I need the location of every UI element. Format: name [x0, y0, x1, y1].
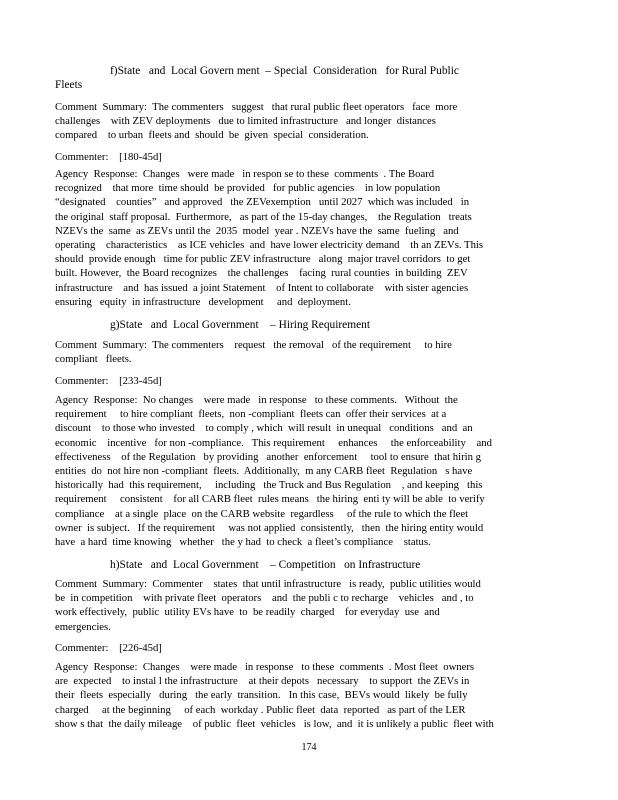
- commenter-text: Commenter: [180-45d]: [55, 151, 162, 163]
- section-f-comment-summary: [55, 100, 561, 143]
- text-line: owner is subject. If the requirement was not applied consistently, then the hiring entity would: [55, 521, 484, 534]
- text-line: “designated counties” and approved the ZEVexemption until 2027 which was included in: [55, 196, 470, 209]
- text-line: compared to urban fleets and should be given special consideration.: [55, 129, 369, 142]
- text-line: Agency Response: Changes were made in response to these comments . Most fleet owners: [55, 661, 475, 673]
- section-f-agency-response: [55, 167, 561, 309]
- text-line: requirement to hire compliant fleets, non -compliant fleets can offer their services at a: [55, 408, 447, 421]
- text-line: compliance at a single place on the CARB website regardless of the rule to which the fleet: [55, 507, 469, 520]
- text-line: Comment Summary: Commenter states that until infrastructure is ready, public utilities would: [55, 578, 481, 590]
- text-line: be in competition with private fleet operators and the publi c to recharge vehicles and , to: [55, 592, 474, 605]
- text-line: Agency Response: No changes were made in response to these comments. Without the: [55, 394, 458, 406]
- section-f-heading: [55, 64, 545, 92]
- heading-line: g)State and Local Government – Hiring Requirement: [110, 319, 371, 331]
- section-g-agency-response: [55, 393, 561, 549]
- heading-line: Fleets: [55, 79, 83, 91]
- text-line: Comment Summary: The commenters suggest that rural public fleet operators face more: [55, 101, 458, 113]
- section-g-comment-summary: [55, 338, 561, 366]
- heading-line: h)State and Local Government – Competition on Infrastructure: [110, 559, 421, 571]
- text-line: their fleets especially during the early transition. In this case, BEVs would likely be fully: [55, 689, 468, 702]
- text-line: work effectively, public utility EVs have to be readily charged for everyday use and: [55, 606, 440, 619]
- text-line: the original staff proposal. Furthermore, as part of the 15-day changes, the Regulation treats: [55, 210, 472, 223]
- text-line: Comment Summary: The commenters request the removal of the requirement to hire: [55, 339, 452, 351]
- section-f-commenter: [55, 150, 561, 164]
- text-line: should provide enough time for public ZEV infrastructure along major travel corridors to get: [55, 253, 471, 266]
- text-line: compliant fleets.: [55, 353, 132, 366]
- heading-line: f)State and Local Govern ment – Special Consideration for Rural Public: [110, 65, 459, 77]
- section-h-comment-summary: [55, 577, 561, 634]
- text-line: discount to those who invested to comply , which will result in unequal conditions and an: [55, 422, 473, 435]
- text-line: infrastructure and has issued a joint Statement of Intent to collaborate with sister agencies: [55, 281, 469, 294]
- text-line: historically had this requirement, including the Truck and Bus Regulation , and keeping this: [55, 479, 483, 492]
- text-line: challenges with ZEV deployments due to limited infrastructure and longer distances: [55, 115, 436, 128]
- text-line: NZEVs the same as ZEVs until the 2035 model year . NZEVs have the same fueling and: [55, 224, 459, 237]
- text-line: effectiveness of the Regulation by providing another enforcement tool to ensure that hirin g: [55, 450, 482, 463]
- section-h-commenter: [55, 641, 561, 655]
- text-line: operating characteristics as ICE vehicles and have lower electricity demand th an ZEVs. This: [55, 239, 484, 252]
- text-line: have a hard time knowing whether the y had to check a fleet’s compliance status.: [55, 536, 431, 549]
- section-h-agency-response: [55, 660, 561, 731]
- text-line: are expected to instal l the infrastructure at their depots necessary to support the ZEVs in: [55, 675, 470, 688]
- text-line: built. However, the Board recognizes the challenges facing rural counties in building ZEV: [55, 267, 468, 280]
- page-number: 174: [301, 742, 317, 753]
- text-line: Agency Response: Changes were made in respon se to these comments . The Board: [55, 168, 435, 180]
- section-g-commenter: [55, 374, 561, 388]
- text-line: ensuring equity in infrastructure development and deployment.: [55, 295, 351, 308]
- commenter-text: Commenter: [226-45d]: [55, 642, 162, 654]
- section-g-heading: [55, 318, 545, 332]
- section-h-heading: [55, 558, 545, 572]
- text-line: requirement consistent for all CARB fleet rules means the hiring enti ty will be able to verify: [55, 493, 485, 506]
- text-line: entities do not hire non -compliant fleets. Additionally, m any CARB fleet Regulation s have: [55, 465, 473, 478]
- text-line: emergencies.: [55, 620, 111, 633]
- text-line: recognized that more time should be provided for public agencies in low population: [55, 182, 441, 195]
- text-line: show s that the daily mileage of public fleet vehicles is low, and it is unlikely a public fleet with: [55, 717, 494, 730]
- commenter-text: Commenter: [233-45d]: [55, 375, 162, 387]
- text-line: economic incentive for non -compliance. This requirement enhances the enforceability and: [55, 436, 492, 449]
- text-line: charged at the beginning of each workday . Public fleet data reported as part of the LER: [55, 703, 466, 716]
